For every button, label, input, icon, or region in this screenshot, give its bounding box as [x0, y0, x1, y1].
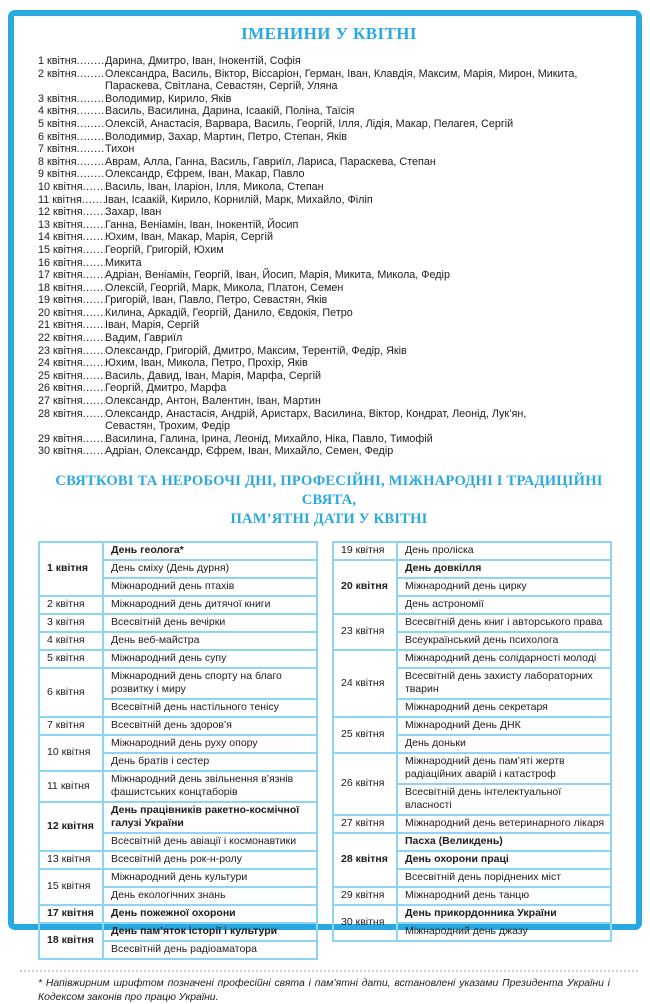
nameday-row: [38, 319, 578, 332]
holiday-table-left: [38, 541, 318, 960]
holiday-date-cell: 10 квітня: [39, 735, 103, 771]
nameday-date: 10 квітня .....: [38, 181, 105, 194]
nameday-date: 5 квітня .....: [38, 118, 105, 131]
nameday-names: Юхим, Іван, Макар, Марія, Сергій: [105, 231, 273, 244]
holiday-date-cell: 27 квітня: [333, 815, 397, 833]
nameday-row: [38, 408, 578, 433]
holiday-row: [39, 632, 317, 650]
holiday-name-cell: Міжнародний День ДНК: [397, 717, 611, 735]
holiday-date-cell: 28 квітня: [333, 833, 397, 887]
nameday-row: [38, 194, 578, 207]
holiday-date-cell: 17 квітня: [39, 905, 103, 923]
nameday-date: 30 квітня .....: [38, 445, 105, 458]
holiday-name-cell: Всесвітній день радіоаматора: [103, 941, 317, 959]
nameday-row: [38, 332, 578, 345]
nameday-list: [38, 55, 620, 458]
holiday-date-cell: 19 квітня: [333, 542, 397, 560]
holiday-date-cell: 20 квітня: [333, 560, 397, 614]
nameday-date: 16 квітня .....: [38, 257, 105, 270]
nameday-row: [38, 345, 578, 358]
holiday-table-left-body: [39, 542, 317, 959]
nameday-date: 23 квітня .....: [38, 345, 105, 358]
holiday-name-cell: День пам’яток історії і культури: [103, 923, 317, 941]
holiday-date-cell: 7 квітня: [39, 717, 103, 735]
nameday-names: Захар, Іван: [105, 206, 162, 219]
nameday-names: Аврам, Алла, Ганна, Василь, Гавриїл, Лариса, Параскева, Степан: [105, 155, 436, 168]
holiday-name-cell: День доньки: [397, 735, 611, 753]
holidays-title: [38, 472, 620, 529]
nameday-row: [38, 68, 578, 93]
holiday-row: [333, 650, 611, 668]
nameday-date: 29 квітня .....: [38, 433, 105, 446]
holiday-name-cell: День сміху (День дурня): [103, 560, 317, 578]
holiday-row: [333, 542, 611, 560]
nameday-row: [38, 433, 578, 446]
nameday-date: 22 квітня .....: [38, 332, 105, 345]
nameday-row: [38, 269, 578, 282]
nameday-names: Олександр, Єфрем, Іван, Макар, Павло: [105, 168, 305, 181]
holidays-title-line2: ПАМ’ЯТНІ ДАТИ У КВІТНІ: [230, 511, 428, 527]
holiday-row: [333, 753, 611, 784]
holiday-name-cell: День геолога*: [103, 542, 317, 560]
nameday-date: 21 квітня .....: [38, 319, 105, 332]
holiday-date-cell: 2 квітня: [39, 596, 103, 614]
holiday-name-cell: Міжнародний день супу: [103, 650, 317, 668]
nameday-date: 1 квітня .....: [38, 55, 105, 68]
holiday-name-cell: День астрономії: [397, 596, 611, 614]
nameday-date: 24 квітня .....: [38, 357, 105, 370]
holiday-name-cell: Всесвітній день інтелектуальної власності: [397, 784, 611, 815]
holiday-date-cell: 1 квітня: [39, 542, 103, 596]
nameday-names: Олексій, Георгій, Марк, Микола, Платон, Семен: [105, 281, 344, 294]
nameday-row: [38, 257, 578, 270]
holiday-name-cell: Міжнародний день цирку: [397, 578, 611, 596]
nameday-date: 3 квітня .....: [38, 93, 105, 106]
nameday-names: Адріан, Веніамін, Георгій, Іван, Йосип, Марія, Микита, Микола, Федір: [105, 269, 450, 282]
holiday-row: [39, 668, 317, 699]
nameday-date: 9 квітня .....: [38, 168, 105, 181]
nameday-date: 18 квітня .....: [38, 282, 105, 295]
nameday-row: [38, 282, 578, 295]
holiday-table-right: [332, 541, 612, 942]
holiday-name-cell: Міжнародний день ветеринарного лікаря: [397, 815, 611, 833]
holiday-row: [39, 735, 317, 753]
holiday-name-cell: Пасха (Великдень): [397, 833, 611, 851]
holiday-name-cell: День охорони праці: [397, 851, 611, 869]
holiday-date-cell: 6 квітня: [39, 668, 103, 717]
nameday-date: 2 квітня .....: [38, 68, 105, 81]
nameday-date: 28 квітня .....: [38, 408, 105, 421]
holiday-date-cell: 15 квітня: [39, 869, 103, 905]
nameday-date: 6 квітня .....: [38, 131, 105, 144]
holiday-name-cell: Всесвітній день здоров’я: [103, 717, 317, 735]
nameday-row: [38, 156, 578, 169]
footnote-divider: [20, 970, 638, 972]
nameday-row: [38, 168, 578, 181]
nameday-row: [38, 93, 578, 106]
nameday-names: Василь, Іван, Іларіон, Ілля, Микола, Степан: [105, 180, 324, 193]
holiday-date-cell: 24 квітня: [333, 650, 397, 717]
nameday-names: Григорій, Іван, Павло, Петро, Севастян, Яків: [105, 294, 328, 307]
nameday-names: Юхим, Іван, Микола, Петро, Прохір, Яків: [105, 357, 308, 370]
holiday-row: [333, 717, 611, 735]
holiday-name-cell: День працівників ракетно-космічної галузі України: [103, 802, 317, 833]
nameday-date: 4 квітня .....: [38, 105, 105, 118]
holiday-date-cell: 13 квітня: [39, 851, 103, 869]
holiday-name-cell: Всесвітній день вечірки: [103, 614, 317, 632]
holiday-table-right-body: [333, 542, 611, 941]
holiday-date-cell: 26 квітня: [333, 753, 397, 815]
holiday-name-cell: День прикордонника України: [397, 905, 611, 923]
holiday-name-cell: Міжнародний день танцю: [397, 887, 611, 905]
nameday-row: [38, 143, 578, 156]
holiday-date-cell: 29 квітня: [333, 887, 397, 905]
nameday-date: 14 квітня .....: [38, 231, 105, 244]
holiday-row: [39, 717, 317, 735]
holiday-date-cell: 4 квітня: [39, 632, 103, 650]
nameday-row: [38, 181, 578, 194]
holiday-date-cell: 12 квітня: [39, 802, 103, 851]
holiday-name-cell: Всесвітній день авіації і космонавтики: [103, 833, 317, 851]
holiday-row: [333, 815, 611, 833]
nameday-names: Володимир, Захар, Мартин, Петро, Степан, Яків: [105, 130, 348, 143]
holiday-name-cell: Міжнародний день секретаря: [397, 699, 611, 717]
holiday-date-cell: 11 квітня: [39, 771, 103, 802]
footnote-text: * Напівжирним шрифтом позначені професійні свята і пам’ятні дати, встановлені указами Президента України і Кодексом законів про працю України.: [38, 978, 610, 1003]
holiday-row: [39, 802, 317, 833]
nameday-names: Олександра, Василь, Віктор, Віссаріон, Герман, Іван, Клавдія, Максим, Марія, Мирон, Микита, Параскева, Світлана, Севастян, Сергій, Уляна: [105, 67, 578, 93]
holiday-row: [39, 851, 317, 869]
nameday-names: Георгій, Дмитро, Марфа: [105, 382, 227, 395]
nameday-date: 26 квітня .....: [38, 382, 105, 395]
holiday-name-cell: День екологічних знань: [103, 887, 317, 905]
holiday-name-cell: День проліска: [397, 542, 611, 560]
nameday-row: [38, 219, 578, 232]
holiday-name-cell: Всеукраїнський день психолога: [397, 632, 611, 650]
nameday-row: [38, 307, 578, 320]
nameday-names: Килина, Аркадій, Георгій, Данило, Євдокія, Петро: [105, 306, 353, 319]
holiday-name-cell: Міжнародний день спорту на благо розвитку і миру: [103, 668, 317, 699]
holiday-name-cell: Міжнародний день солідарності молоді: [397, 650, 611, 668]
nameday-names: Олексій, Анастасія, Варвара, Василь, Георгій, Ілля, Лідія, Макар, Пелагея, Сергій: [105, 117, 514, 130]
holiday-date-cell: 25 квітня: [333, 717, 397, 753]
nameday-date: 25 квітня .....: [38, 370, 105, 383]
nameday-names: Іван, Ісаакій, Кирило, Корнилій, Марк, Михайло, Філіп: [105, 193, 373, 206]
holiday-row: [39, 923, 317, 941]
holiday-row: [39, 596, 317, 614]
nameday-names: Дарина, Дмитро, Іван, Інокентій, Софія: [105, 55, 301, 67]
nameday-names: Олександр, Анастасія, Андрій, Аристарх, Василина, Віктор, Кондрат, Леонід, Лук’ян, Севастян, Трохим, Федір: [105, 407, 527, 433]
nameday-date: 27 квітня .....: [38, 395, 105, 408]
holiday-name-cell: Міжнародний день звільнення в’язнів фашистських концтаборів: [103, 771, 317, 802]
nameday-names: Володимир, Кирило, Яків: [105, 92, 232, 105]
nameday-date: 12 квітня .....: [38, 206, 105, 219]
nameday-date: 20 квітня .....: [38, 307, 105, 320]
nameday-row: [38, 382, 578, 395]
nameday-row: [38, 294, 578, 307]
nameday-row: [38, 395, 578, 408]
holiday-name-cell: День довкілля: [397, 560, 611, 578]
holiday-row: [333, 614, 611, 632]
holiday-date-cell: 23 квітня: [333, 614, 397, 650]
holiday-name-cell: День братів і сестер: [103, 753, 317, 771]
holiday-name-cell: Всесвітній день рок-н-ролу: [103, 851, 317, 869]
nameday-row: [38, 131, 578, 144]
holiday-name-cell: Міжнародний день руху опору: [103, 735, 317, 753]
holiday-name-cell: Всесвітній день поріднених міст: [397, 869, 611, 887]
nameday-names: Микита: [105, 256, 142, 269]
holiday-row: [333, 560, 611, 578]
holiday-name-cell: Всесвітній день настільного тенісу: [103, 699, 317, 717]
nameday-date: 7 квітня .....: [38, 143, 105, 156]
nameday-names: Василь, Василина, Дарина, Ісаакій, Поліна, Таїсія: [105, 105, 355, 118]
nameday-row: [38, 370, 578, 383]
holiday-name-cell: День пожежної охорони: [103, 905, 317, 923]
nameday-row: [38, 105, 578, 118]
nameday-date: 15 квітня .....: [38, 244, 105, 257]
holiday-name-cell: Всесвітній день захисту лабораторних тварин: [397, 668, 611, 699]
holiday-date-cell: 5 квітня: [39, 650, 103, 668]
nameday-date: 19 квітня .....: [38, 294, 105, 307]
nameday-date: 8 квітня .....: [38, 156, 105, 169]
holiday-name-cell: Всесвітній день книг і авторського права: [397, 614, 611, 632]
holiday-name-cell: Міжнародний день дитячої книги: [103, 596, 317, 614]
holiday-row: [39, 869, 317, 887]
nameday-row: [38, 357, 578, 370]
nameday-row: [38, 231, 578, 244]
nameday-date: 17 квітня .....: [38, 269, 105, 282]
holiday-name-cell: Міжнародний день джазу: [397, 923, 611, 941]
nameday-names: Василь, Давид, Іван, Марія, Марфа, Сергій: [105, 369, 322, 382]
holidays-title-line1: СВЯТКОВІ ТА НЕРОБОЧІ ДНІ, ПРОФЕСІЙНІ, МІЖНАРОДНІ І ТРАДИЦІЙНІ СВЯТА,: [55, 473, 603, 508]
nameday-row: [38, 206, 578, 219]
nameday-names: Вадим, Гавриїл: [105, 332, 183, 345]
holiday-row: [39, 771, 317, 802]
holiday-name-cell: Міжнародний день культури: [103, 869, 317, 887]
holiday-date-cell: 3 квітня: [39, 614, 103, 632]
holiday-row: [333, 905, 611, 923]
nameday-names: Ганна, Веніамін, Іван, Інокентій, Йосип: [105, 218, 299, 231]
holiday-row: [333, 833, 611, 851]
nameday-names: Олександр, Григорій, Дмитро, Максим, Терентій, Федір, Яків: [105, 344, 407, 357]
holiday-tables: [38, 541, 620, 960]
nameday-names: Олександр, Антон, Валентин, Іван, Мартин: [105, 395, 321, 408]
holiday-date-cell: 30 квітня: [333, 905, 397, 941]
holiday-row: [333, 887, 611, 905]
nameday-names: Тихон: [105, 143, 135, 156]
nameday-row: [38, 244, 578, 257]
nameday-names: Георгій, Григорій, Юхим: [105, 243, 224, 256]
nameday-row: [38, 118, 578, 131]
nameday-date: 13 квітня .....: [38, 219, 105, 232]
holiday-name-cell: Міжнародний день пам’яті жертв радіаційних аварій і катастроф: [397, 753, 611, 784]
nameday-names: Василина, Галина, Ірина, Леонід, Михайло, Ніка, Павло, Тимофій: [105, 432, 433, 445]
nameday-row: [38, 55, 578, 68]
holiday-name-cell: Міжнародний день птахів: [103, 578, 317, 596]
holiday-row: [39, 905, 317, 923]
holiday-row: [39, 650, 317, 668]
namedays-title: ІМЕНИНИ У КВІТНІ: [241, 24, 417, 43]
holiday-row: [39, 542, 317, 560]
nameday-row: [38, 445, 578, 458]
holiday-date-cell: 18 квітня: [39, 923, 103, 959]
holiday-name-cell: День веб-майстра: [103, 632, 317, 650]
nameday-names: Адріан, Олександр, Єфрем, Іван, Михайло, Семен, Федір: [105, 445, 394, 458]
nameday-date: 11 квітня .....: [38, 194, 105, 207]
holiday-row: [39, 614, 317, 632]
nameday-names: Іван, Марія, Сергій: [105, 319, 200, 332]
